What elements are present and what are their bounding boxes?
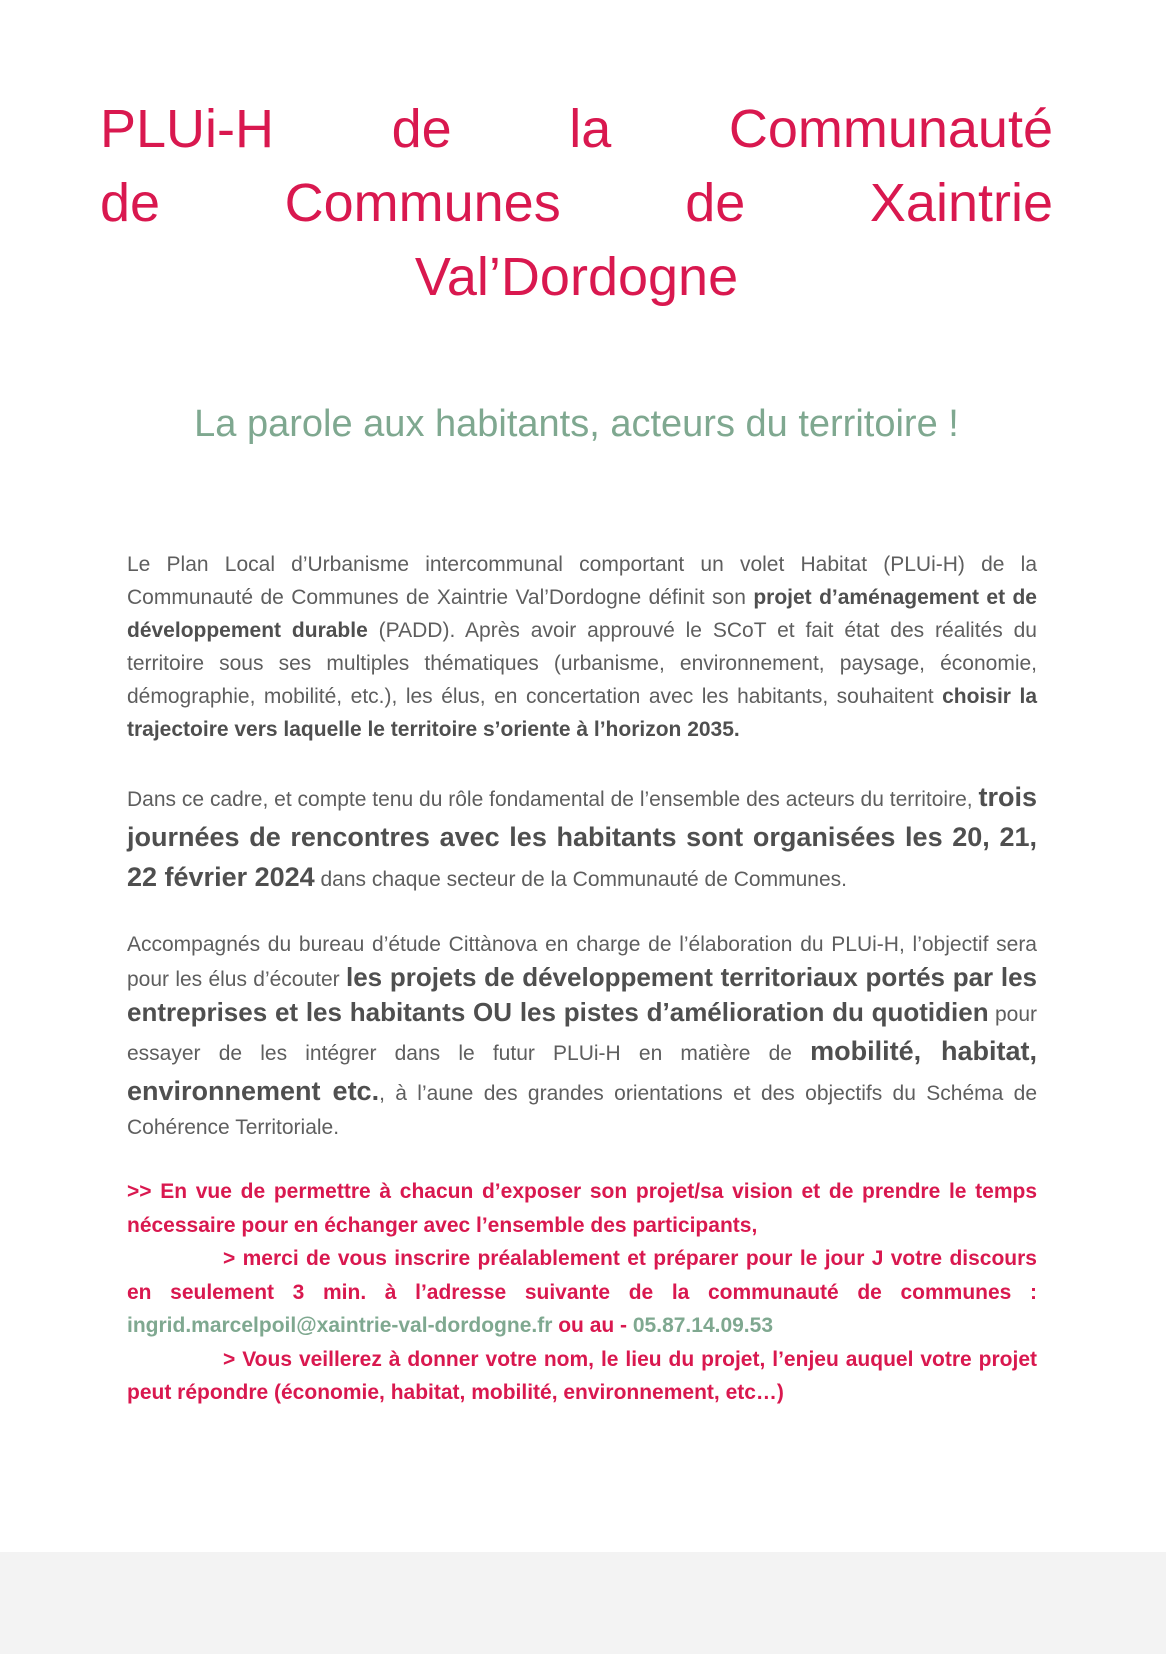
title-word: de: [100, 173, 161, 233]
title-word: Communauté: [728, 99, 1053, 159]
title-word: Xaintrie: [869, 173, 1053, 233]
title-line-2: [100, 166, 1053, 240]
title-word: Communes: [284, 173, 561, 233]
text-run: Le Plan Local d’Urbanisme intercommunal comportant un volet Habitat (PLUi-H) de la Communauté de Communes de Xaintrie Val’Dordogne définit son: [127, 553, 1037, 609]
paragraph-objective: [127, 928, 1037, 1144]
registration-notice: [127, 1175, 1037, 1410]
title-word: PLUi-H: [100, 99, 275, 159]
bold-run-large: mobilité, habitat, environnement etc.: [127, 1036, 1038, 1106]
title-line-3: Val’Dordogne: [414, 247, 739, 307]
title-line-1: [100, 92, 1053, 166]
bold-run-large: trois journées de rencontres avec les habitants sont organisées les 20, 21, 22 février 2024: [127, 782, 1037, 892]
text-run: (PADD). Après avoir approuvé le SCoT et fait état des réalités du territoire sous ses multiples thématiques (urbanisme, environnement, paysage, économie, démographie, mobilité, etc.), les élus, en concertation avec les habitants, souhaitent: [127, 619, 1037, 708]
text-run: Dans ce cadre, et compte tenu du rôle fondamental de l’ensemble des acteurs du territoire,: [127, 788, 979, 811]
text-run: dans chaque secteur de la Communauté de Communes.: [314, 868, 847, 891]
notice-line-2: > merci de vous inscrire préalablement et préparer pour le jour J votre discours en seulement 3 min. à l’adresse suivante de la communauté de communes :: [127, 1247, 1037, 1304]
title-word: de: [391, 99, 452, 159]
bold-run: choisir la trajectoire vers laquelle le territoire s’oriente à l’horizon 2035.: [127, 685, 1037, 741]
bold-run: projet d’aménagement et de développement durable: [127, 586, 1037, 642]
page-bottom-margin: [0, 1552, 1166, 1654]
text-run: pour essayer de les intégrer dans le futur PLUi-H en matière de: [127, 1003, 1037, 1065]
title-word: de: [685, 173, 746, 233]
bold-run-large: les projets de développement territoriaux portés par les entreprises et les habitants OU les pistes d’amélioration du quotidien: [127, 962, 1037, 1027]
page-subtitle: La parole aux habitants, acteurs du territoire !: [194, 403, 959, 445]
notice-line-3: > Vous veillerez à donner votre nom, le lieu du projet, l’enjeu auquel votre projet peut répondre (économie, habitat, mobilité, environnement, etc…): [127, 1347, 1037, 1404]
text-run: , à l’aune des grandes orientations et des objectifs du Schéma de Cohérence Territoriale.: [127, 1082, 1038, 1139]
contact-email-link[interactable]: ingrid.marcelpoil@xaintrie-val-dordogne.fr: [127, 1314, 553, 1337]
contact-phone[interactable]: 05.87.14.09.53: [632, 1314, 774, 1337]
text-run: Accompagnés du bureau d’étude Cittànova en charge de l’élaboration du PLUi-H, l’objectif sera pour les élus d’écouter: [127, 933, 1037, 991]
paragraph-meetings: [127, 777, 1037, 897]
notice-line-1: >> En vue de permettre à chacun d’exposer son projet/sa vision et de prendre le temps nécessaire pour en échanger avec l’ensemble des participants,: [127, 1180, 1037, 1237]
body-text: [127, 548, 1037, 1441]
page-title: [100, 92, 1053, 314]
title-word: la: [569, 99, 612, 159]
paragraph-intro: [127, 548, 1037, 746]
notice-between: ou au -: [552, 1314, 633, 1337]
